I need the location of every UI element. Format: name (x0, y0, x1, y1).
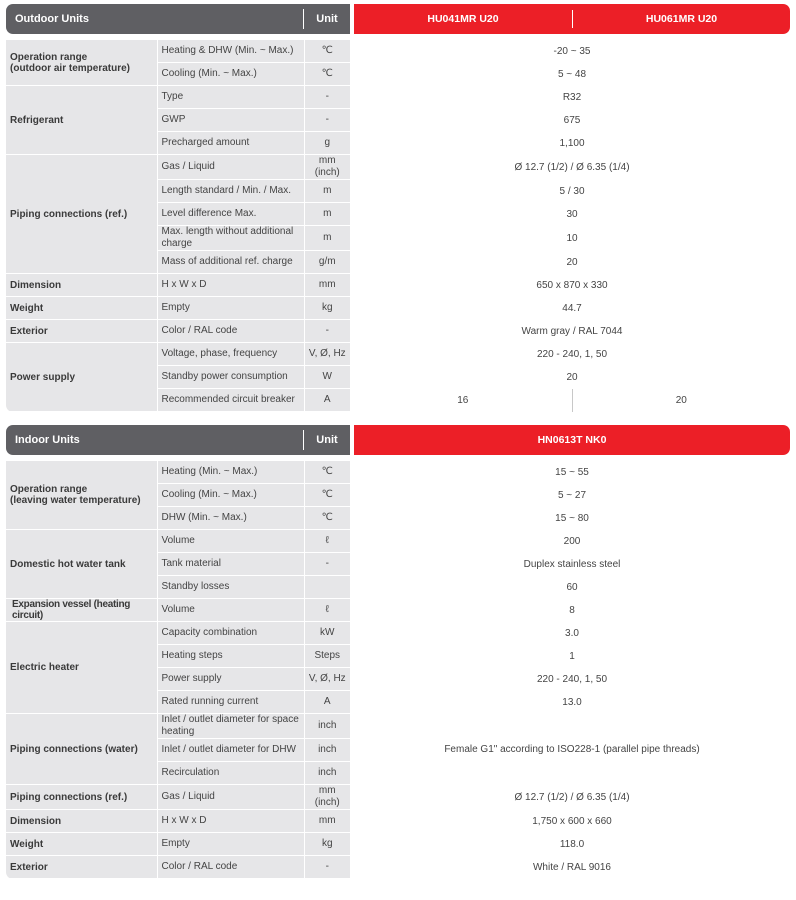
item-label: Inlet / outlet diameter for space heating (157, 714, 304, 739)
category-label: Weight (6, 297, 157, 320)
value-cell: 20 (354, 366, 790, 389)
item-label: Level difference Max. (157, 203, 304, 226)
unit-cell: m (304, 203, 350, 226)
model-name: HN0613T NK0 (537, 434, 607, 446)
item-label: Rated running current (157, 691, 304, 714)
table-row (6, 833, 790, 856)
item-label: Heating & DHW (Min. ~ Max.) (157, 40, 304, 63)
item-label: Volume (157, 530, 304, 553)
category-label: Domestic hot water tank (6, 530, 157, 599)
table-row (6, 599, 790, 622)
value-cell: 13.0 (354, 691, 790, 714)
unit-cell: A (304, 389, 350, 412)
item-label: Heating steps (157, 645, 304, 668)
item-label: Cooling (Min. ~ Max.) (157, 484, 304, 507)
unit-cell: - (304, 320, 350, 343)
unit-header: Unit (316, 434, 338, 446)
table-row (6, 856, 790, 879)
value-cell: Warm gray / RAL 7044 (354, 320, 790, 343)
value-cell: 44.7 (354, 297, 790, 320)
item-label: Max. length without additional charge (157, 226, 304, 251)
category-label: Refrigerant (6, 86, 157, 155)
unit-cell: - (304, 553, 350, 576)
item-label: Color / RAL code (157, 856, 304, 879)
value-cell: 10 (354, 226, 790, 251)
indoor-header (6, 425, 790, 455)
value-cell: Duplex stainless steel (354, 553, 790, 576)
value-cell: Ø 12.7 (1/2) / Ø 6.35 (1/4) (354, 155, 790, 180)
outdoor-header (6, 4, 790, 34)
table-row (6, 320, 790, 343)
model-name: HU041MR U20 (427, 13, 499, 25)
category-label: Electric heater (6, 622, 157, 714)
unit-cell: - (304, 856, 350, 879)
value-cell: 16 (354, 389, 572, 412)
item-label: H x W x D (157, 810, 304, 833)
value-cell: Ø 12.7 (1/2) / Ø 6.35 (1/4) (354, 785, 790, 810)
table-row (6, 297, 790, 320)
item-label: Inlet / outlet diameter for DHW (157, 739, 304, 762)
value-cell: 1,750 x 600 x 660 (354, 810, 790, 833)
unit-cell (304, 576, 350, 599)
item-label: Standby power consumption (157, 366, 304, 389)
item-label: H x W x D (157, 274, 304, 297)
value-cell: 3.0 (354, 622, 790, 645)
category-label: Power supply (6, 343, 157, 412)
item-label: Mass of additional ref. charge (157, 251, 304, 274)
value-cell: 650 x 870 x 330 (354, 274, 790, 297)
item-label: Tank material (157, 553, 304, 576)
unit-cell: ℓ (304, 599, 350, 622)
value-cell: 15 ~ 80 (354, 507, 790, 530)
value-cell: 8 (354, 599, 790, 622)
category-label: Operation range (leaving water temperature) (6, 461, 157, 530)
item-label: Length standard / Min. / Max. (157, 180, 304, 203)
item-label: Heating (Min. ~ Max.) (157, 461, 304, 484)
value-cell: 5 / 30 (354, 180, 790, 203)
category-label: Weight (6, 833, 157, 856)
category-label: Piping connections (ref.) (6, 785, 157, 810)
unit-cell: mm (304, 274, 350, 297)
value-cell: Female G1" according to ISO228-1 (parallel pipe threads) (354, 714, 790, 785)
indoor-spec-grid (6, 461, 790, 879)
item-label: Standby losses (157, 576, 304, 599)
outdoor-units-table (6, 4, 790, 412)
unit-cell: - (304, 86, 350, 109)
category-label: Exterior (6, 856, 157, 879)
category-label: Operation range (outdoor air temperature) (6, 40, 157, 86)
item-label: DHW (Min. ~ Max.) (157, 507, 304, 530)
value-cell: 30 (354, 203, 790, 226)
value-cell: 220 - 240, 1, 50 (354, 343, 790, 366)
item-label: Voltage, phase, frequency (157, 343, 304, 366)
unit-cell: mm (inch) (304, 155, 350, 180)
item-label: Volume (157, 599, 304, 622)
table-row (6, 530, 790, 553)
unit-cell: m (304, 180, 350, 203)
unit-cell: - (304, 109, 350, 132)
value-cell: -20 ~ 35 (354, 40, 790, 63)
unit-cell: inch (304, 714, 350, 739)
item-label: Color / RAL code (157, 320, 304, 343)
indoor-units-table (6, 425, 790, 879)
unit-cell: inch (304, 739, 350, 762)
value-cell: 200 (354, 530, 790, 553)
value-cell: 675 (354, 109, 790, 132)
item-label: Power supply (157, 668, 304, 691)
category-label: Exterior (6, 320, 157, 343)
unit-cell: g (304, 132, 350, 155)
unit-header: Unit (316, 13, 338, 25)
unit-cell: kg (304, 833, 350, 856)
item-label: Recirculation (157, 762, 304, 785)
value-cell: 5 ~ 27 (354, 484, 790, 507)
table-row (6, 785, 790, 810)
category-label: Piping connections (water) (6, 714, 157, 785)
table-row (6, 155, 790, 180)
value-cell: 20 (572, 389, 790, 412)
unit-cell: mm (inch) (304, 785, 350, 810)
table-row (6, 86, 790, 109)
unit-cell: ℓ (304, 530, 350, 553)
table-row (6, 622, 790, 645)
item-label: Cooling (Min. ~ Max.) (157, 63, 304, 86)
unit-cell: kW (304, 622, 350, 645)
unit-cell: ℃ (304, 507, 350, 530)
item-label: Recommended circuit breaker (157, 389, 304, 412)
unit-cell: kg (304, 297, 350, 320)
item-label: Capacity combination (157, 622, 304, 645)
unit-cell: ℃ (304, 63, 350, 86)
outdoor-title: Outdoor Units (15, 13, 89, 25)
unit-cell: ℃ (304, 40, 350, 63)
unit-cell: A (304, 691, 350, 714)
value-cell: 1,100 (354, 132, 790, 155)
value-cell: 15 ~ 55 (354, 461, 790, 484)
item-label: Gas / Liquid (157, 155, 304, 180)
value-cell: 5 ~ 48 (354, 63, 790, 86)
value-cell: R32 (354, 86, 790, 109)
item-label: Gas / Liquid (157, 785, 304, 810)
item-label: Empty (157, 297, 304, 320)
category-label: Dimension (6, 810, 157, 833)
unit-cell: ℃ (304, 461, 350, 484)
table-row (6, 40, 790, 63)
table-row (6, 461, 790, 484)
category-label: Piping connections (ref.) (6, 155, 157, 274)
item-label: Type (157, 86, 304, 109)
item-label: Empty (157, 833, 304, 856)
value-cell: 20 (354, 251, 790, 274)
table-row (6, 810, 790, 833)
category-label: Expansion vessel (heating circuit) (6, 599, 157, 622)
value-cell: 60 (354, 576, 790, 599)
unit-cell: Steps (304, 645, 350, 668)
table-row (6, 274, 790, 297)
value-cell: White / RAL 9016 (354, 856, 790, 879)
unit-cell: V, Ø, Hz (304, 343, 350, 366)
value-cell: 1 (354, 645, 790, 668)
model-name: HU061MR U20 (645, 13, 718, 25)
table-row (6, 714, 790, 739)
value-cell: 220 - 240, 1, 50 (354, 668, 790, 691)
outdoor-spec-grid (6, 40, 790, 412)
unit-cell: m (304, 226, 350, 251)
item-label: Precharged amount (157, 132, 304, 155)
category-label: Dimension (6, 274, 157, 297)
unit-cell: mm (304, 810, 350, 833)
indoor-title: Indoor Units (15, 434, 80, 446)
value-cell: 118.0 (354, 833, 790, 856)
unit-cell: g/m (304, 251, 350, 274)
unit-cell: W (304, 366, 350, 389)
unit-cell: inch (304, 762, 350, 785)
table-row (6, 343, 790, 366)
unit-cell: ℃ (304, 484, 350, 507)
item-label: GWP (157, 109, 304, 132)
unit-cell: V, Ø, Hz (304, 668, 350, 691)
